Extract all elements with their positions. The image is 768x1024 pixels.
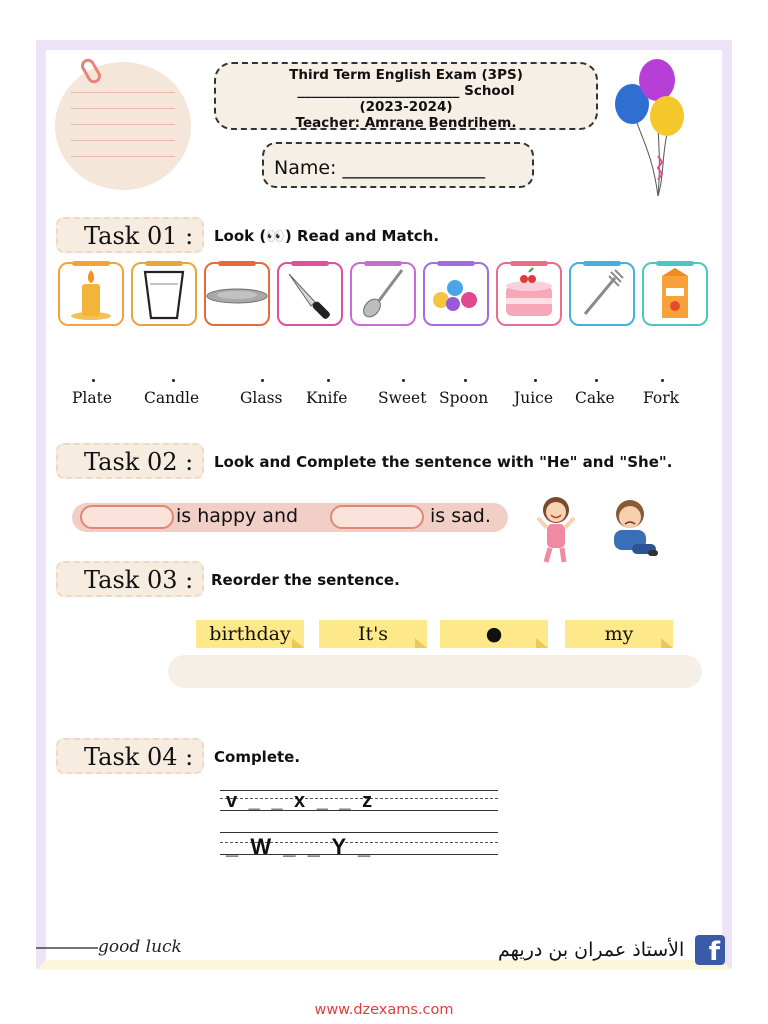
word-glass[interactable]: Glass <box>240 389 283 407</box>
blank-input-2[interactable] <box>330 505 424 529</box>
fork-icon <box>571 264 633 324</box>
knife-icon <box>279 264 341 324</box>
word-spoon[interactable]: Spoon <box>439 389 489 407</box>
word-knife[interactable]: Knife <box>306 389 348 407</box>
task4-instruction: Complete. <box>214 748 301 766</box>
task3-label: Task 03 : <box>56 561 204 597</box>
task2-label: Task 02 : <box>56 443 204 479</box>
word-sweet[interactable]: Sweet <box>378 389 427 407</box>
picture-fork[interactable] <box>569 262 635 326</box>
word-card-text: It's <box>357 623 389 645</box>
sentence-part-2: is sad. <box>430 505 491 527</box>
word-juice[interactable]: Juice <box>514 389 554 407</box>
good-luck-text: good luck <box>98 937 182 957</box>
sweet-icon <box>425 264 487 324</box>
task1-label: Task 01 : <box>56 217 204 253</box>
glass-icon <box>133 264 195 324</box>
word-card-text: ● <box>485 623 503 645</box>
picture-juice[interactable] <box>642 262 708 326</box>
balloons-icon <box>612 56 692 202</box>
picture-cake[interactable] <box>496 262 562 326</box>
alphabet-row-2[interactable]: _ W _ _ Y _ <box>226 834 374 859</box>
good-luck-signoff <box>36 928 186 970</box>
blank-input-1[interactable] <box>80 505 174 529</box>
plate-icon <box>206 264 268 324</box>
word-card-my[interactable] <box>565 620 673 648</box>
picture-glass[interactable] <box>131 262 197 326</box>
footer-url[interactable]: www.dzexams.com <box>314 1002 454 1018</box>
word-card-text: my <box>604 623 634 645</box>
task1-instruction: Look (👀) Read and Match. <box>214 227 440 245</box>
teacher-name: Teacher: Amrane Bendrihem. <box>295 115 517 131</box>
task4-label: Task 04 : <box>56 738 204 774</box>
name-field[interactable]: Name: _______________ <box>262 142 534 188</box>
task2-instruction: Look and Complete the sentence with "He" and "She". <box>214 453 673 471</box>
task2-sentence <box>72 503 508 532</box>
picture-plate[interactable] <box>204 262 270 326</box>
word-card-period[interactable] <box>440 620 548 648</box>
happy-girl-icon <box>534 494 578 566</box>
word-card-text: birthday <box>209 623 291 645</box>
sentence-part-1: is happy and <box>176 505 299 527</box>
word-plate[interactable]: Plate <box>72 389 113 407</box>
task3-answer-field[interactable] <box>168 655 702 688</box>
exam-header <box>214 62 598 130</box>
notepad-decoration <box>55 62 191 190</box>
candle-icon <box>60 264 122 324</box>
exam-title: Third Term English Exam (3PS) <box>289 67 523 83</box>
picture-sweet[interactable] <box>423 262 489 326</box>
word-cake[interactable]: Cake <box>575 389 615 407</box>
picture-knife[interactable] <box>277 262 343 326</box>
word-candle[interactable]: Candle <box>144 389 200 407</box>
task1-picture-row <box>58 262 712 328</box>
cake-icon <box>498 264 560 324</box>
word-card-its[interactable] <box>319 620 427 648</box>
juice-icon <box>644 264 706 324</box>
author-name: الأستاذ عمران بن دريهم <box>498 939 685 961</box>
school-line: ________________________ School <box>297 83 515 99</box>
alphabet-row-1[interactable]: v _ _ x _ _ z <box>226 790 376 812</box>
picture-candle[interactable] <box>58 262 124 326</box>
spoon-icon <box>352 264 414 324</box>
word-fork[interactable]: Fork <box>643 389 680 407</box>
task3-instruction: Reorder the sentence. <box>211 571 400 589</box>
facebook-icon[interactable]: f <box>695 935 725 965</box>
picture-spoon[interactable] <box>350 262 416 326</box>
school-year: (2023-2024) <box>359 99 453 115</box>
word-card-birthday[interactable] <box>196 620 304 648</box>
sad-boy-icon <box>604 496 660 562</box>
